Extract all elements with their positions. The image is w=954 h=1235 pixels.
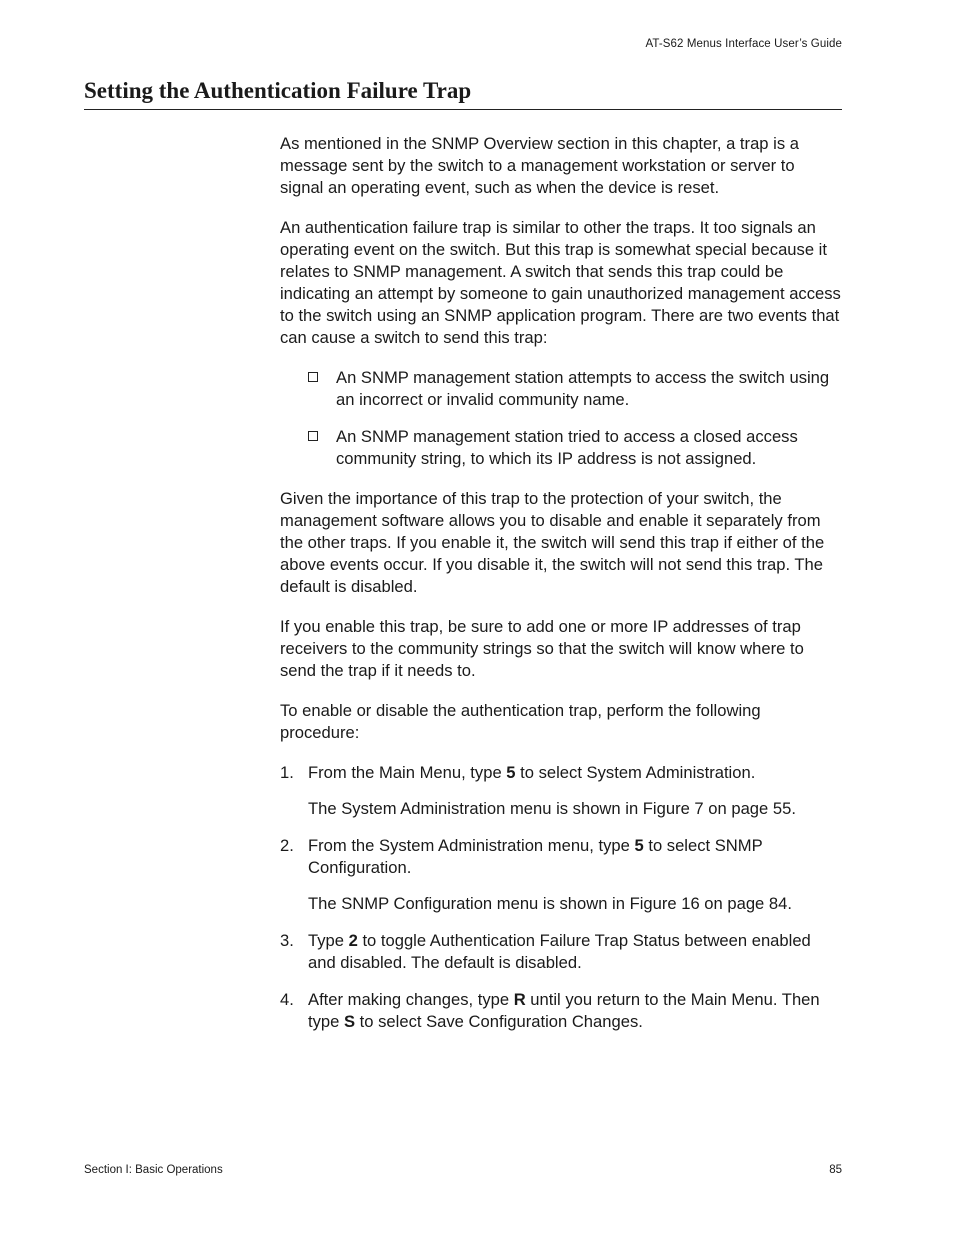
step-text bbox=[308, 930, 842, 974]
step-item bbox=[280, 762, 842, 820]
paragraph: If you enable this trap, be sure to add one or more IP addresses of trap receivers to the community strings so that the switch will know where to send the trap if it needs to. bbox=[280, 617, 804, 680]
procedure-steps bbox=[280, 762, 842, 1033]
checkbox-bullet-icon bbox=[308, 372, 318, 382]
step-text-part: From the System Administration menu, type bbox=[308, 836, 635, 855]
step-key: R bbox=[513, 990, 526, 1009]
step-item bbox=[280, 835, 842, 915]
step-text-part: to toggle Authentication Failure Trap Status between enabled and disabled. The default is disabled. bbox=[308, 931, 811, 972]
section-title: Setting the Authentication Failure Trap bbox=[84, 78, 842, 110]
step-text-part: to select System Administration. bbox=[515, 763, 756, 782]
step-text bbox=[308, 989, 842, 1033]
bullet-item bbox=[280, 367, 842, 411]
step-key: 5 bbox=[634, 836, 644, 855]
page-number: 85 bbox=[829, 1164, 842, 1176]
step-note: The System Administration menu is shown in Figure 7 on page 55. bbox=[308, 799, 796, 818]
paragraph: Given the importance of this trap to the protection of your switch, the management software allows you to disable and enable it separately from the other traps. If you enable it, the switch will send this trap if either of the above events occur. If you disable it, the switch will not send this trap. The default is disabled. bbox=[280, 489, 825, 596]
step-number: 1. bbox=[280, 763, 294, 782]
step-text-part: to select Save Configuration Changes. bbox=[355, 1012, 643, 1031]
bullet-text: An SNMP management station attempts to access the switch using an incorrect or invalid community name. bbox=[336, 368, 830, 409]
bullet-text: An SNMP management station tried to access a closed access community string, to which its IP address is not assigned. bbox=[336, 427, 798, 468]
step-number: 3. bbox=[280, 931, 294, 950]
step-item bbox=[280, 989, 842, 1033]
step-text-part: Type bbox=[308, 931, 349, 950]
step-text bbox=[308, 762, 842, 784]
step-number: 4. bbox=[280, 990, 294, 1009]
step-text-part: to select SNMP Configuration. bbox=[308, 836, 763, 877]
step-text-part: until you return to the Main Menu. Then type bbox=[308, 990, 820, 1031]
step-number: 2. bbox=[280, 836, 294, 855]
step-item bbox=[280, 930, 842, 974]
checkbox-bullet-icon bbox=[308, 431, 318, 441]
step-text-part: From the Main Menu, type bbox=[308, 763, 507, 782]
step-key: 5 bbox=[506, 763, 516, 782]
footer-section: Section I: Basic Operations bbox=[84, 1164, 223, 1176]
step-note: The SNMP Configuration menu is shown in Figure 16 on page 84. bbox=[308, 894, 792, 913]
step-text-part: After making changes, type bbox=[308, 990, 514, 1009]
running-header: AT-S62 Menus Interface User’s Guide bbox=[645, 38, 842, 50]
paragraph: As mentioned in the SNMP Overview section in this chapter, a trap is a message sent by the switch to a management workstation or server to signal an operating event, such as when the device is reset. bbox=[280, 134, 799, 197]
step-text bbox=[308, 835, 842, 879]
step-key: 2 bbox=[348, 931, 358, 950]
step-key: S bbox=[343, 1012, 356, 1031]
paragraph: An authentication failure trap is similar to other the traps. It too signals an operating event on the switch. But this trap is somewhat special because it relates to SNMP management. A switch that sends this trap could be indicating an attempt by someone to gain unauthorized management access to the switch using an SNMP application program. There are two events that can cause a switch to send this trap: bbox=[280, 218, 841, 347]
bullet-list bbox=[280, 367, 842, 470]
paragraph: To enable or disable the authentication trap, perform the following procedure: bbox=[280, 701, 761, 742]
body-content bbox=[280, 133, 842, 1048]
bullet-item bbox=[280, 426, 842, 470]
